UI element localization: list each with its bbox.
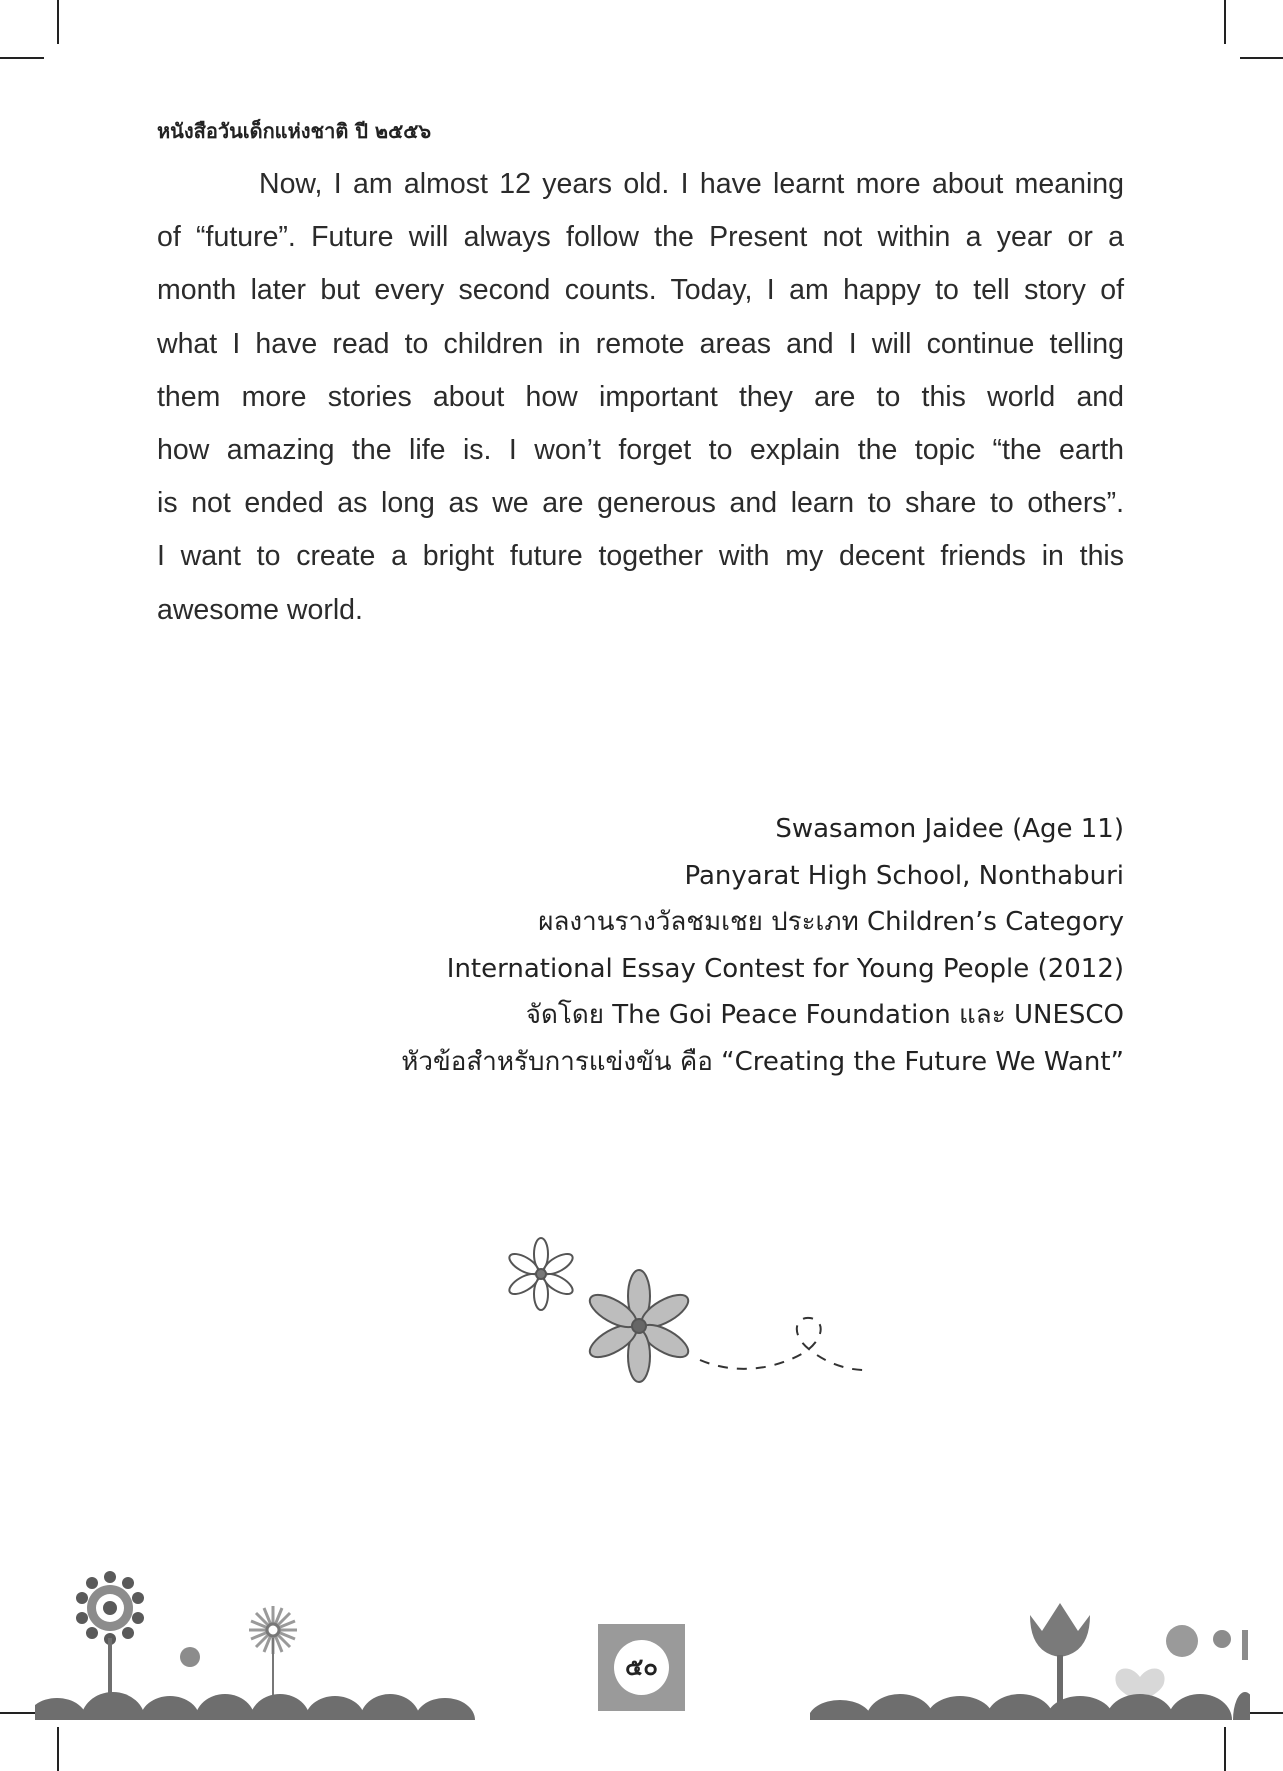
crop-mark: [1240, 57, 1283, 59]
garden-illustration-left: [35, 1560, 495, 1720]
garden-illustration-right: [810, 1595, 1250, 1720]
contest-name: International Essay Contest for Young People (2012): [446, 953, 1124, 984]
dot-icon: [1213, 1630, 1231, 1648]
hills-icon: [810, 1692, 1250, 1720]
text-line: what I have read to children in remote areas and I will continue telling: [157, 327, 1124, 360]
daisy-icon: [249, 1606, 297, 1708]
flowers-illustration: [495, 1230, 875, 1390]
crop-mark: [1224, 1727, 1226, 1771]
edge-shape: [1242, 1630, 1248, 1660]
flight-path-icon: [700, 1318, 865, 1370]
text-line: Now, I am almost 12 years old. I have learnt more about meaning: [259, 168, 1124, 200]
author-name: Swasamon Jaidee (Age 11): [775, 814, 1124, 844]
text-line: how amazing the life is. I won’t forget to explain the topic “the earth: [157, 434, 1124, 467]
essay-paragraph: [157, 158, 1124, 637]
crop-mark: [0, 57, 44, 59]
crop-mark: [57, 0, 59, 44]
dot-icon: [1166, 1625, 1198, 1657]
dot-icon: [180, 1647, 200, 1667]
text-line: them more stories about how important they are to this world and: [157, 380, 1124, 413]
text-line: I want to create a bright future together with my decent friends in this: [157, 540, 1124, 573]
crop-mark: [1224, 0, 1226, 44]
large-flower-icon: [585, 1270, 693, 1382]
contest-topic: หัวข้อสำหรับการแข่งขัน คือ “Creating the Future We Want”: [401, 1046, 1124, 1077]
text-line: of “future”. Future will always follow the Present not within a year or a: [157, 221, 1124, 254]
award-category: ผลงานรางวัลชมเชย ประเภท Children’s Category: [538, 907, 1124, 937]
text-line: is not ended as long as we are generous and learn to share to others”.: [157, 487, 1124, 520]
small-flower-icon: [506, 1238, 575, 1310]
page-number: ๕๐: [614, 1640, 669, 1695]
organizer: จัดโดย The Goi Peace Foundation และ UNESCO: [525, 1000, 1124, 1030]
page-number-box: [598, 1624, 685, 1711]
crop-mark: [57, 1727, 59, 1771]
school-name: Panyarat High School, Nonthaburi: [684, 860, 1124, 891]
hills-icon: [35, 1692, 475, 1720]
author-credits: [224, 806, 1124, 1085]
running-head: หนังสือวันเด็กแห่งชาติ ปี ๒๕๕๖: [157, 119, 432, 143]
sunflower-icon: [76, 1571, 144, 1708]
text-line: month later but every second counts. Today, I am happy to tell story of: [157, 274, 1124, 307]
text-line: awesome world.: [157, 593, 363, 626]
